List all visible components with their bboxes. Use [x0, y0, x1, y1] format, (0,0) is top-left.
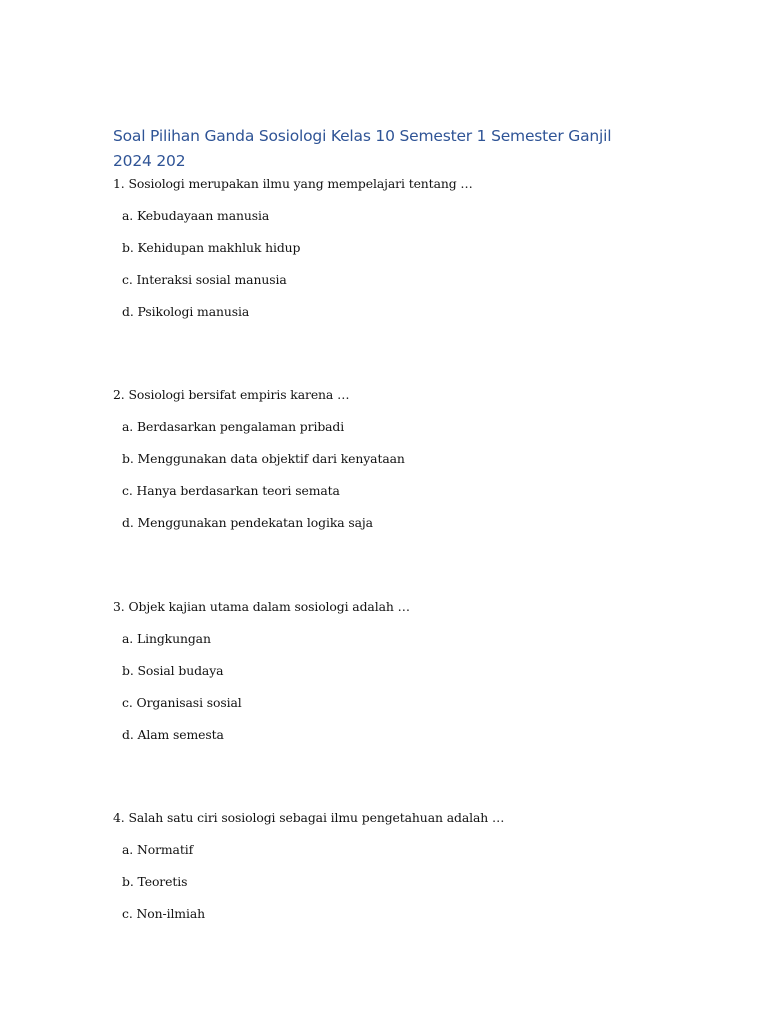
- question-2-option-a: a. Berdasarkan pengalaman pribadi: [122, 419, 345, 434]
- question-3-option-c: c. Organisasi sosial: [122, 695, 242, 710]
- question-2-option-b: b. Menggunakan data objektif dari kenyataan: [122, 451, 405, 466]
- question-3-option-d: d. Alam semesta: [122, 727, 224, 742]
- question-2-option-d: d. Menggunakan pendekatan logika saja: [122, 515, 373, 530]
- question-3-options: [113, 629, 673, 745]
- question-1-options: [113, 206, 673, 322]
- question-1: [113, 174, 673, 322]
- question-4-text: 4. Salah satu ciri sosiologi sebagai ilmu pengetahuan adalah …: [113, 810, 505, 825]
- question-2-options: [113, 417, 673, 533]
- question-3-text: 3. Objek kajian utama dalam sosiologi adalah …: [113, 599, 410, 614]
- question-4-option-a: a. Normatif: [122, 842, 194, 857]
- question-1-option-b: b. Kehidupan makhluk hidup: [122, 240, 301, 255]
- question-3: [113, 597, 673, 745]
- question-1-option-d: d. Psikologi manusia: [122, 304, 250, 319]
- question-1-option-a: a. Kebudayaan manusia: [122, 208, 270, 223]
- question-1-option-c: c. Interaksi sosial manusia: [122, 272, 287, 287]
- question-4-options: [113, 840, 673, 924]
- question-4: [113, 808, 673, 924]
- question-2-text: 2. Sosiologi bersifat empiris karena …: [113, 387, 350, 402]
- question-4-option-b: b. Teoretis: [122, 874, 188, 889]
- question-2: [113, 385, 673, 533]
- question-1-text: 1. Sosiologi merupakan ilmu yang mempelajari tentang …: [113, 176, 473, 191]
- question-2-option-c: c. Hanya berdasarkan teori semata: [122, 483, 340, 498]
- question-3-option-a: a. Lingkungan: [122, 631, 211, 646]
- document-title: Soal Pilihan Ganda Sosiologi Kelas 10 Semester 1 Semester Ganjil 2024 202: [113, 127, 612, 170]
- question-4-option-c: c. Non-ilmiah: [122, 906, 205, 921]
- question-3-option-b: b. Sosial budaya: [122, 663, 224, 678]
